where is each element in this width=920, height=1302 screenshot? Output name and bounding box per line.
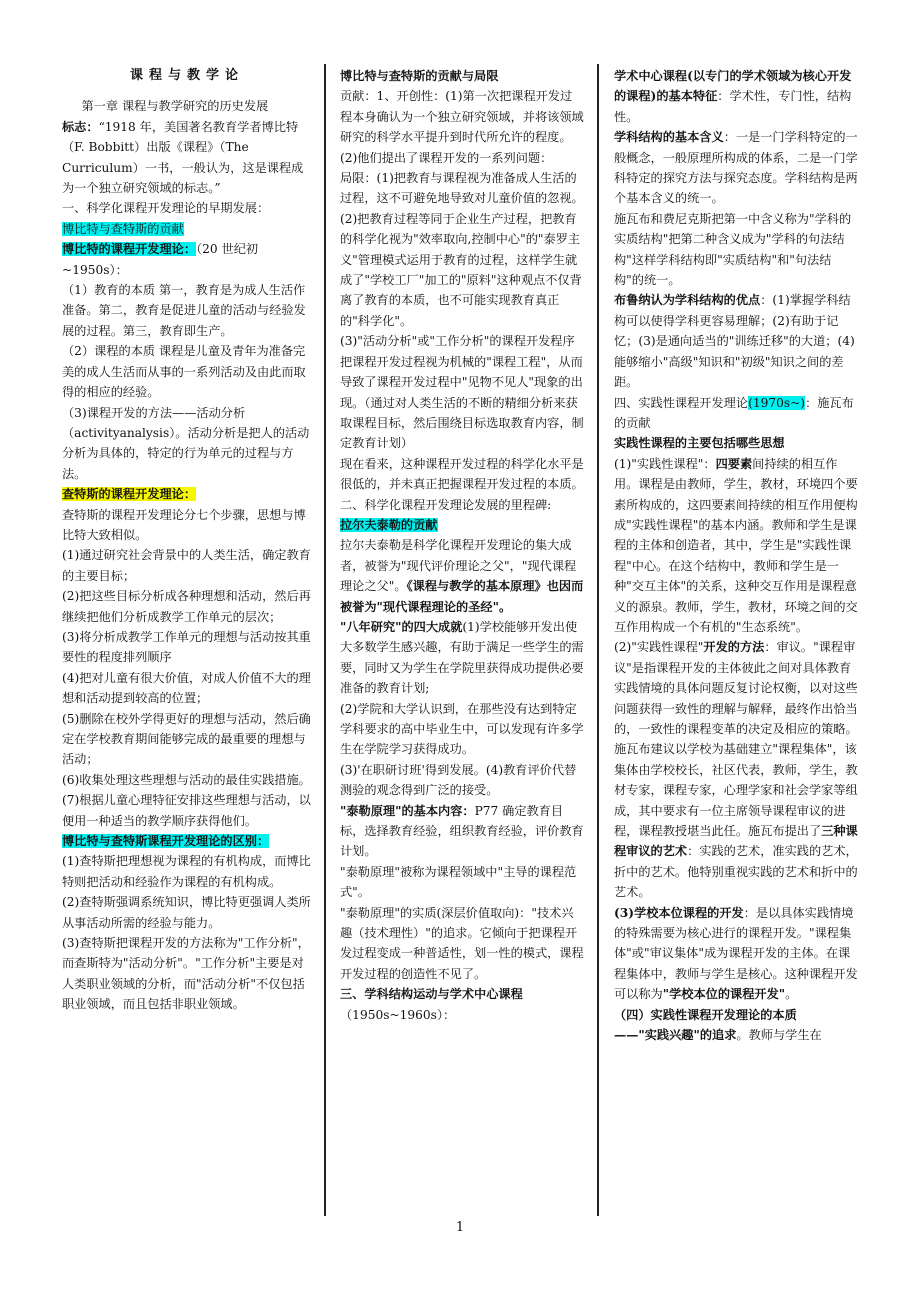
page-title: 课程与教学论 — [129, 68, 244, 83]
difference-heading: 博比特与查特斯课程开发理论的区别： — [62, 834, 270, 849]
eight-year-1: (1)学校能够开发出使大多数学生感兴趣，有助于满足一些学生的需要，同时又为学生在学院里获得成功提供必要准备的教育计划; — [340, 619, 584, 696]
page-number: 1 — [455, 1220, 465, 1235]
eight-year-3: (3)'在职研讨班'得到发展。(4)教育评价代替测验的观念得到广泛的接受。 — [340, 762, 577, 798]
eight-year-2: (2)学院和大学认识到，在那些没有达到特定学科要求的高中毕业生中，可以发现有许多学生在学院学习获得成功。 — [340, 701, 584, 757]
limitation-2: (2)把教育过程等同于企业生产过程，把教育的科学化视为"效率取向,控制中心"的"泰罗主义"管理模式运用于教育的过程，这样学生就成了"学校工厂"加工的"原料"这种观点不仅背离了教育的本质，也不可能实现教育真正的"科学化"。 — [340, 211, 582, 328]
contrib-limits-heading: 博比特与查特斯的贡献与局限 — [340, 69, 499, 83]
section-3-heading: 三、学科结构运动与学术中心课程 — [340, 987, 523, 1002]
academic-heading: 学术中心课程(以专门的学术领域为核心开发的课程)的基本特征 — [614, 69, 852, 104]
tyler-intro-text: 拉尔夫泰勒是科学化课程开发理论的集大成者，被誉为"现代评价理论之父"，"现代课程理论之父"。 — [340, 538, 577, 594]
structure-paragraph — [614, 127, 858, 209]
column-1 — [62, 66, 312, 1015]
tyler-principle-3: "泰勒原理"的实质(深层价值取向)："技术兴趣（技术理性）"的追求。它倾向于把课程开发过程变成一种普适性，划一性的模式，课程开发过程的创造性不见了。 — [340, 905, 584, 981]
eight-year-paragraph — [340, 617, 584, 699]
academic-text: ：学术性，专门性，结构性。 — [614, 89, 852, 124]
practice-point-1-text: 间持续的相互作用。课程是由教师，学生，教材，环境四个要素所构成的，这四要素间持续的相互作用便构成"实践性课程"的基本内涵。教师和学生是课程的主体和创造者，其中，学生是"实践性课程"中心。在这个结构中，教师和学生是一种"交互主体"的关系，这种交互作用是课程意义的源泉。教师，学生，教材，环境之间的交互作用构成一个有机的"生态系统"。 — [614, 456, 858, 634]
tyler-principle-2: "泰勒原理"被称为课程领域中"主导的课程范式"。 — [340, 864, 577, 900]
four-elements: 四要素 — [715, 456, 753, 471]
academic-paragraph — [614, 66, 858, 127]
tyler-principle-text: P77 确定教育目标，选择教育经验，组织教育经验，评价教育计划。 — [340, 803, 584, 859]
column-2 — [340, 66, 584, 1025]
structure-heading: 学科结构的基本含义 — [614, 130, 724, 145]
practice-point-2-tail: ：实践的艺术，准实践的艺术，折中的艺术。他特别重视实践的艺术和折中的艺术。 — [614, 844, 858, 900]
charters-heading: 查特斯的课程开发理论： — [62, 487, 197, 502]
mark-paragraph — [62, 117, 312, 199]
school-based-heading: (3)学校本位课程的开发 — [614, 905, 744, 920]
bruner-paragraph — [614, 290, 858, 392]
difference-3: (3)查特斯把课程开发的方法称为"工作分析"，而查斯特为"活动分析"。"工作分析"主要是对人类职业领域的分析，而"活动分析"不仅包括职业领域，而且包括非职业领域。 — [62, 936, 310, 1012]
section-4-suffix: ：施瓦布的贡献 — [614, 395, 854, 430]
practice-point-2-label: (2)"实践性课程" — [614, 640, 704, 655]
contrib-heading: 博比特与查特斯的贡献 — [62, 221, 184, 236]
ideas-heading: 实践性课程的主要包括哪些思想 — [614, 436, 785, 451]
contribution-text: 贡献：1、开创性：(1)第一次把课程开发过程本身确认为一个独立研究领域，并将该领域研究的科学水平提升到时代所允许的程度。(2)他们提出了课程开发的一系列问题： — [340, 89, 584, 165]
difference-2: (2)查特斯强调系统知识，博比特更强调人类所从事活动所需的经验与能力。 — [62, 895, 311, 930]
now-paragraph: 现在看来，这种课程开发过程的科学化水平是很低的，并未真正把握课程开发过程的本质。 — [340, 456, 584, 492]
bobbitt-point-2: （2）课程的本质 课程是儿童及青年为准备完美的成人生活而从事的一系列活动及由此而取得的相应的经验。 — [62, 344, 306, 400]
bobbitt-point-3: （3)课程开发的方法——活动分析（activityanalysis）。活动分析是把人的活动分析为具体的，特定的行为单元的过程与方法。 — [62, 405, 310, 481]
bobbitt-heading: 博比特的课程开发理论： — [62, 242, 197, 257]
limitation-3: (3)"活动分析"或"工作分析"的课程开发程序把课程开发过程视为机械的"课程工程"，从而导致了课程开发过程中"见物不见人"现象的出现。（通过对人类生活的不断的精细分析来获取课程目标，然后围绕目标选取教育内容，制定教育计划） — [340, 334, 584, 451]
charters-step-1: (1)通过研究社会背景中的人类生活，确定教育的主要目标； — [62, 548, 311, 583]
charters-step-2: (2)把这些目标分析成各种理想和活动，然后再继续把他们分析成教学工作单元的层次； — [62, 589, 311, 624]
bruner-text: ：(1)掌握学科结构可以使得学科更容易理解；(2)有助于记忆；(3)是通向适当的"训练迁移"的大道；(4)能够缩小"高级"知识和"初级"知识之间的差距。 — [614, 293, 855, 390]
charters-step-3: (3)将分析成教学工作单元的理想与活动按其重要性的程度排列顺序 — [62, 629, 311, 665]
section-4-period: (1970s~) — [748, 395, 806, 410]
section-2-heading: 二、科学化课程开发理论发展的里程碑: — [340, 497, 552, 512]
charters-step-4: (4)把对儿童有很大价值，对成人价值不大的理想和活动提到较高的位置； — [62, 670, 311, 706]
limitation-1: 局限：(1)把教育与课程视为准备成人生活的过程，这不可避免地导致对儿童价值的忽视。 — [340, 171, 584, 206]
practice-point-2 — [614, 637, 858, 902]
charters-step-6: (6)收集处理这些理想与活动的最佳实践措施。 — [62, 772, 311, 787]
dev-method: 开发的方法 — [703, 640, 765, 655]
bruner-heading: 布鲁纳认为学科结构的优点 — [614, 293, 761, 308]
bobbitt-heading-line — [62, 239, 312, 280]
essence-paragraph — [614, 1025, 858, 1045]
schwab-phenix-paragraph: 施瓦布和费尼克斯把第一中含义称为"学科的实质结构"把第二种含义成为"学科的句法结构"这样学科结构即"实质结构"和"句法结构"的统一。 — [614, 211, 852, 288]
bobbitt-point-1: （1）教育的本质 第一，教育是为成人生活作准备。第二，教育是促进儿童的活动与经验发展的过程。第三，教育即生产。 — [62, 283, 306, 338]
practice-point-3-text: ：是以具体实践情境的特殊需要为核心进行的课程开发。"课程集体"或"审议集体"成为课程开发的主体。在课程集体中，教师与学生是核心。这种课程开发可以称为 — [614, 905, 858, 1002]
tyler-intro — [340, 535, 584, 617]
bobbitt-period: （20 世纪初~1950s）： — [62, 242, 259, 277]
practice-point-3 — [614, 903, 858, 1005]
practice-point-1-label: (1)"实践性课程"： — [614, 456, 716, 471]
eight-year-heading: "八年研究"的四大成就 — [340, 619, 463, 634]
section-1-heading: 一、科学化课程开发理论的早期发展： — [62, 201, 270, 216]
chapter-heading: 第一章 课程与教学研究的历史发展 — [81, 99, 269, 114]
mark-text: “1918 年，美国著名教育学者博比特（F. Bobbitt）出版《课程》（The Curriculum）一书，一般认为，这是课程成为一个独立研究领域的标志。” — [62, 119, 304, 196]
difference-1: (1)查特斯把理想视为课程的有机构成，而博比特则把活动和经验作为课程的有机构成。 — [62, 854, 311, 889]
structure-text: ：一是一门学科特定的一般概念，一般原理所构成的体系，二是一门学科特定的探究方法与探究态度。学科结构是两个基本含义的统一。 — [614, 130, 858, 206]
charters-intro: 查特斯的课程开发理论分七个步骤，思想与博比特大致相似。 — [62, 507, 306, 542]
column-3 — [614, 66, 858, 1046]
tyler-principle-heading: "泰勒原理"的基本内容： — [340, 803, 475, 818]
school-based-term: "学校本位的课程开发" — [662, 987, 786, 1002]
section-3-period: （1950s~1960s）： — [340, 1007, 456, 1022]
tyler-principle-paragraph — [340, 801, 584, 862]
tyler-heading: 拉尔夫泰勒的贡献 — [340, 517, 438, 532]
column-divider-2 — [597, 64, 599, 1216]
practice-point-3-end: 。 — [785, 987, 798, 1002]
three-arts: 三种课程审议的艺术 — [614, 824, 858, 859]
column-divider-1 — [324, 64, 326, 1216]
essence-text: 。教师与学生在 — [736, 1028, 822, 1043]
charters-step-7: (7)根据儿童心理特征安排这些理想与活动，以便用一种适当的教学顺序获得他们。 — [62, 793, 311, 828]
essence-heading: （四）实践性课程开发理论的本质 — [614, 1007, 797, 1022]
practice-point-1 — [614, 454, 858, 638]
section-4-title: 四、实践性课程开发理论 — [614, 395, 749, 410]
practice-point-2-text: ：审议。"课程审议"是指课程开发的主体彼此之间对具体教育实践情境的具体问题反复讨论权衡，以对这些问题获得一致性的理解与解释，最终作出恰当的，一致性的课程变革的决定及相应的策略。施瓦布建议以学校为基础建立"课程集体"，该集体由学校校长，社区代表，教师，学生，教材专家，课程专家，心理学家和社会学家等组成，其中要求有一位主席领导课程审议的进程，课程教授堪当此任。施瓦布提出了 — [614, 640, 858, 839]
charters-step-5: (5)删除在校外学得更好的理想与活动，然后确定在学校教育期间能够完成的最重要的理想与活动； — [62, 711, 311, 767]
essence-lead: ——"实践兴趣"的追求 — [614, 1028, 737, 1043]
section-4-heading — [614, 393, 858, 434]
tyler-book: 《课程与教学的基本原理》也因而被誉为"现代课程理论的圣经"。 — [340, 579, 584, 614]
mark-label: 标志： — [62, 119, 99, 134]
